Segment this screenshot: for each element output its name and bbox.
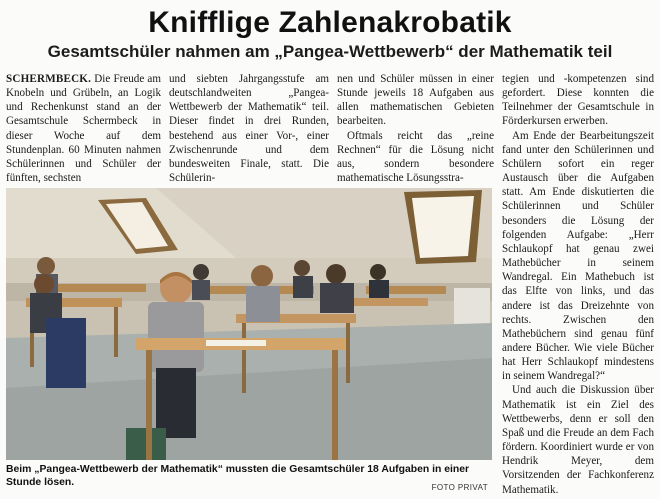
- paragraph: Und auch die Diskussion über Mathematik ist ein Ziel des Wettbewerbs, denn er soll den Spaß und die Freude an dem Fach fördern. Koordiniert wurde er von Hendrik Meyer, dem Vorsitzenden der Fachkonferenz Mathematik.: [502, 384, 654, 496]
- paragraph: Am Ende der Bearbeitungszeit fand unter den Schülerinnen und Schülern sofort ein reger Austausch über die Aufgaben statt. Am Ende diskutierten die Schülerinnen und Schüler besonders die Lösung der folgenden Aufgabe: „Herr Schlaukopf hat genau zwei Mathebücher in seinem Wandregal. Ein Mathebuch ist das Elfte von links, und das andere ist das Dreizehnte von rechts. Zwischen den Mathebüchern sind genau fünf andere Bücher. Wie viele Bücher hat Herr Schlaukopf mindestens in seinem Wandregal?“: [502, 129, 654, 383]
- subheadline: Gesamtschüler nahmen am „Pangea-Wettbewerb“ der Mathematik teil: [47, 42, 613, 61]
- classroom-photo-illustration: [6, 188, 492, 460]
- photo-caption: Beim „Pangea-Wettbewerb der Mathematik“ mussten die Gesamtschüler 18 Aufgaben in einer Stunde lösen.: [6, 464, 470, 488]
- article-column-2: [169, 72, 329, 185]
- photo-credit: FOTO PRIVAT: [431, 483, 488, 492]
- paragraph: Oftmals reicht das „reine Rechnen“ für die Lösung nicht aus, sondern besondere mathematische Lösungsstra-: [337, 129, 494, 185]
- article-column-1: [6, 72, 161, 185]
- article-column-4: [502, 72, 654, 497]
- article-photo: [6, 188, 492, 460]
- paragraph: und siebten Jahrgangsstufe am deutschlandweiten „Pangea-Wettbewerb der Mathematik“ teil. Dieser findet in drei Runden, bestehend aus einer Vor-, einer Zwischenrunde und dem bundesweiten Finale, statt. Die Schülerin-: [169, 73, 329, 185]
- paragraph: nen und Schüler müssen in einer Stunde jeweils 18 Aufgaben aus allen mathematischen Gebieten bearbeiten.: [337, 73, 494, 128]
- paragraph: tegien und -kompetenzen sind gefordert. Diese konnten die Teilnehmer der Gesamtschule in Förderkursen erwerben.: [502, 73, 654, 128]
- article-column-3: [337, 72, 494, 185]
- paragraph: [6, 72, 161, 185]
- headline: Knifflige Zahlenakrobatik: [148, 6, 512, 39]
- paragraph-text: Die Freude am Knobeln und Grübeln, an Logik und Rechenkunst stand an der Gesamtschule Schermbeck in dieser Woche auf dem Stundenplan. 60 Minuten nahmen Schülerinnen und Schüler der fünften, sechsten: [6, 73, 161, 185]
- dateline: SCHERMBECK.: [6, 73, 92, 85]
